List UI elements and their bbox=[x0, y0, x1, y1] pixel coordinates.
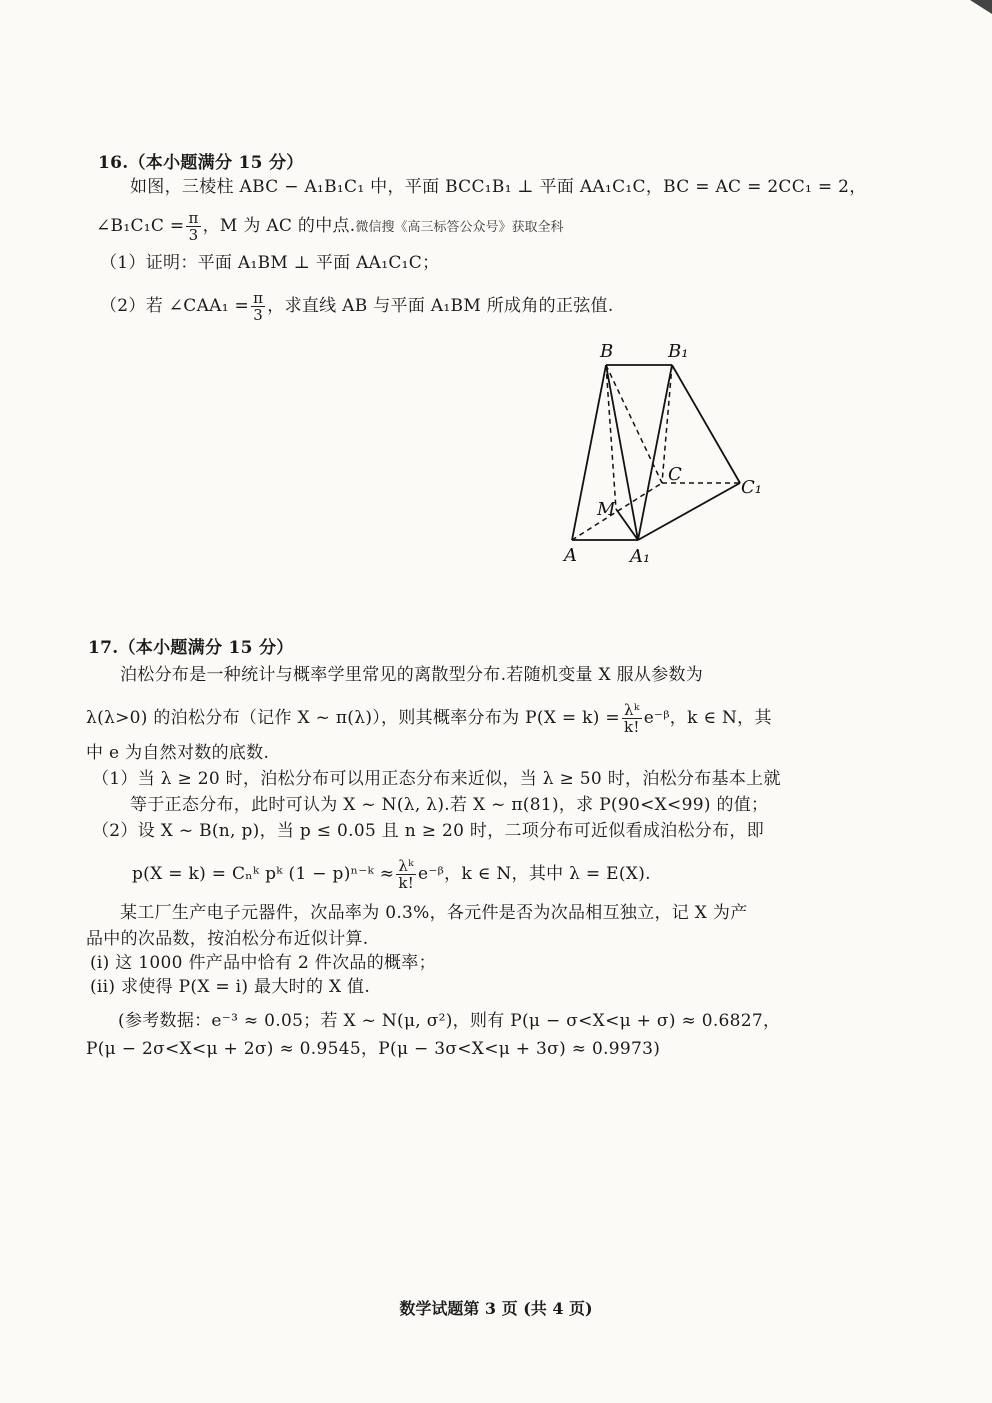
edge-BC bbox=[606, 365, 662, 483]
q17-reference-line1: (参考数据：e⁻³ ≈ 0.05；若 X ~ N(μ, σ²)，则有 P(μ − σ<X<μ + σ) ≈ 0.6827， bbox=[118, 1011, 781, 1031]
q17-factory-line1: 某工厂生产电子元器件，次品率为 0.3%，各元件是否为次品相互独立，记 X 为产 bbox=[120, 903, 748, 923]
q17-sub-i: (i) 这 1000 件产品中恰有 2 件次品的概率； bbox=[90, 953, 436, 973]
edge-BM bbox=[606, 365, 616, 509]
frac-numerator: π bbox=[253, 289, 264, 307]
label-A: A bbox=[564, 545, 577, 566]
q17-formula-post: e⁻ᵝ，k ∈ N，其中 λ = E(X). bbox=[418, 864, 651, 884]
frac-numerator: π bbox=[188, 209, 199, 227]
q17-intro2-fraction bbox=[622, 702, 642, 735]
q16-part2-fraction bbox=[251, 290, 265, 323]
q16-line1: 如图，三棱柱 ABC − A₁B₁C₁ 中，平面 BCC₁B₁ ⊥ 平面 AA₁C₁C，BC = AC = 2CC₁ = 2， bbox=[130, 177, 867, 197]
label-C: C bbox=[668, 464, 682, 485]
edge-B1A1 bbox=[638, 365, 672, 540]
q17-sub-ii: (ii) 求使得 P(X = i) 最大时的 X 值. bbox=[90, 977, 371, 997]
q17-intro2-pre: λ(λ>0) 的泊松分布（记作 X ~ π(λ)），则其概率分布为 P(X = k) = bbox=[86, 708, 620, 728]
q16-part2-pre: （2）若 ∠CAA₁ = bbox=[100, 296, 250, 316]
page-footer: 数学试题第 3 页 (共 4 页) bbox=[399, 1299, 593, 1318]
q17-formula-fraction bbox=[396, 858, 416, 891]
q16-line2 bbox=[96, 210, 564, 243]
frac-numerator: λᵏ bbox=[396, 858, 416, 875]
page-corner-mark bbox=[970, 0, 992, 14]
label-M: M bbox=[597, 499, 616, 520]
edge-B1C1 bbox=[672, 365, 740, 483]
q17-part2-formula bbox=[132, 858, 651, 891]
q17-intro2-post: e⁻ᵝ，k ∈ N，其 bbox=[643, 708, 772, 728]
frac-denominator: k! bbox=[623, 718, 640, 736]
q17-header: 17.（本小题满分 15 分） bbox=[88, 638, 294, 658]
label-B: B bbox=[600, 341, 614, 362]
label-B1: B₁ bbox=[668, 341, 689, 362]
q16-line2-post: ，M 为 AC 的中点. bbox=[202, 216, 356, 236]
q16-header: 16.（本小题满分 15 分） bbox=[98, 153, 304, 173]
q16-line2-fraction bbox=[186, 210, 200, 243]
q16-line2-pre: ∠B₁C₁C = bbox=[96, 216, 185, 236]
q16-part2 bbox=[100, 290, 614, 323]
frac-denominator: 3 bbox=[188, 226, 199, 244]
q17-factory-line2: 品中的次品数，按泊松分布近似计算. bbox=[86, 929, 369, 949]
q17-formula-pre: p(X = k) = Cₙᵏ pᵏ (1 − p)ⁿ⁻ᵏ ≈ bbox=[132, 864, 395, 884]
q17-intro1: 泊松分布是一种统计与概率学里常见的离散型分布.若随机变量 X 服从参数为 bbox=[120, 665, 704, 685]
frac-numerator: λᵏ bbox=[622, 702, 642, 719]
prism-figure bbox=[550, 335, 780, 570]
q17-intro3: 中 e 为自然对数的底数. bbox=[86, 743, 270, 763]
label-C1: C₁ bbox=[741, 477, 762, 498]
edge-A1C1 bbox=[638, 483, 740, 540]
q17-part1-line1: （1）当 λ ≥ 20 时，泊松分布可以用正态分布来近似，当 λ ≥ 50 时，泊松分布基本上就 bbox=[92, 769, 781, 789]
q17-intro2 bbox=[86, 702, 772, 735]
q17-part1-line2: 等于正态分布，此时可认为 X ~ N(λ, λ).若 X ~ π(81)，求 P(90<X<99) 的值； bbox=[130, 795, 769, 815]
label-A1: A₁ bbox=[630, 546, 651, 567]
q16-part2-post: ，求直线 AB 与平面 A₁BM 所成角的正弦值. bbox=[267, 296, 614, 316]
watermark-text: 微信搜《高三标答公众号》获取全科 bbox=[355, 220, 564, 235]
frac-denominator: k! bbox=[398, 874, 415, 892]
q17-reference-line2: P(μ − 2σ<X<μ + 2σ) ≈ 0.9545，P(μ − 3σ<X<μ + 3σ) ≈ 0.9973) bbox=[86, 1039, 661, 1059]
q17-part2-line1: （2）设 X ~ B(n, p)，当 p ≤ 0.05 且 n ≥ 20 时，二项分布可近似看成泊松分布，即 bbox=[92, 821, 765, 841]
frac-denominator: 3 bbox=[253, 306, 264, 324]
q16-part1: （1）证明：平面 A₁BM ⊥ 平面 AA₁C₁C； bbox=[100, 253, 440, 273]
